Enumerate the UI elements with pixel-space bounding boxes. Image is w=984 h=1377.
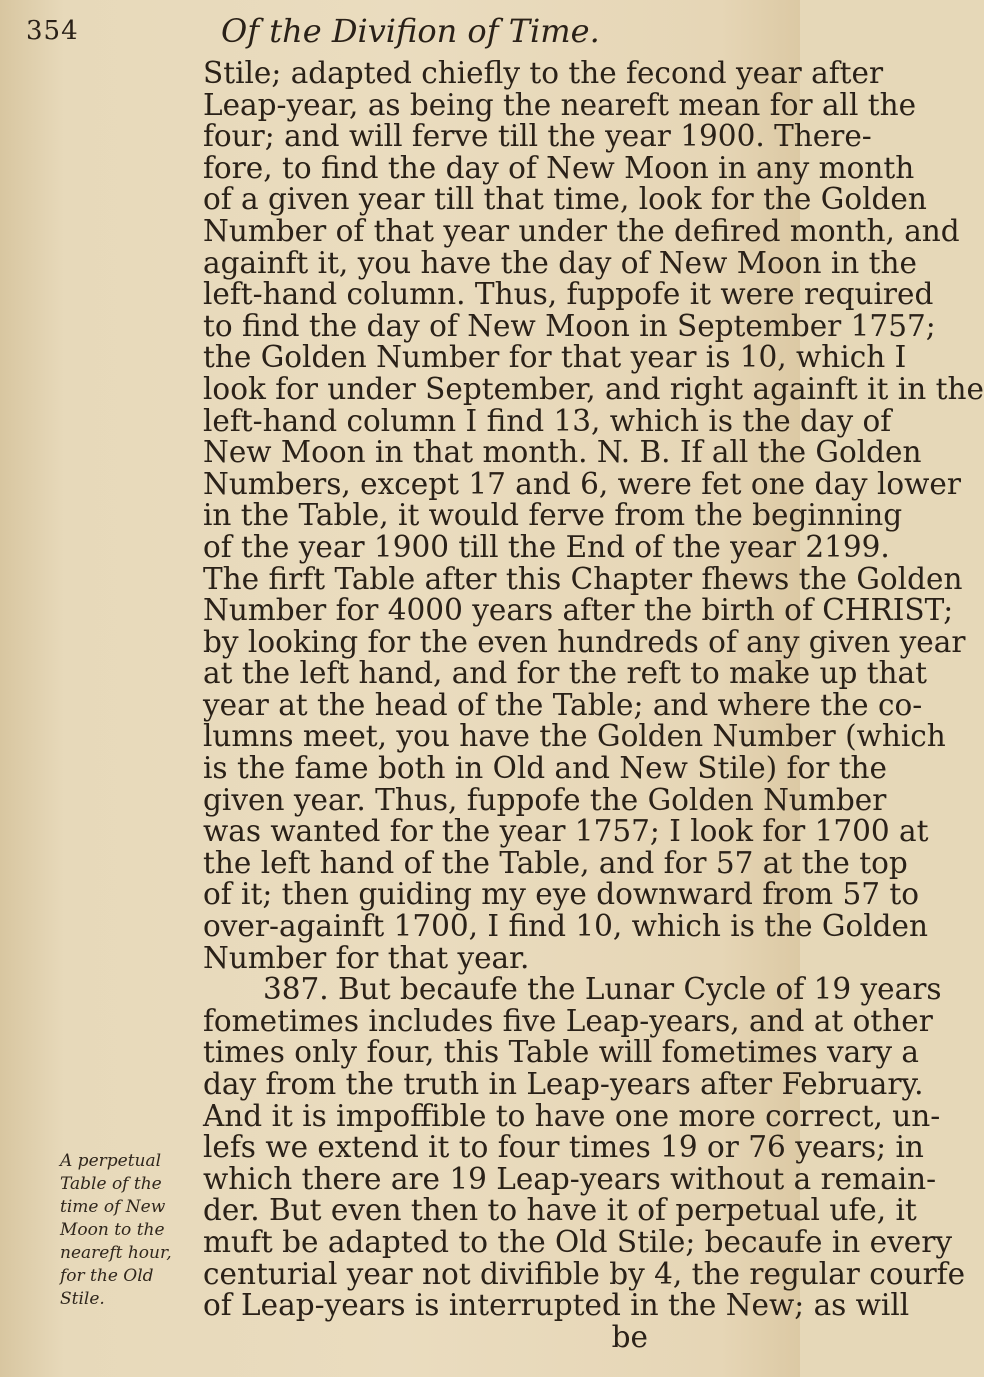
text-line: Leap-year, as being the neareft mean for all the (203, 87, 917, 122)
text-line: look for under September, and right againft it in the (203, 371, 984, 406)
text-line: times only four, this Table will fometimes vary a (203, 1035, 919, 1070)
text-line: Stile; adapted chiefly to the fecond year after (203, 56, 884, 90)
text-line: lumns meet, you have the Golden Number (which (203, 719, 946, 754)
page-header (26, 12, 766, 52)
text-line: of it; then guiding my eye downward from 57 to (203, 877, 919, 912)
text-line: in the Table, it would ferve from the beginning (203, 498, 903, 533)
text-line: left-hand column I find 13, which is the day of (203, 403, 892, 438)
running-head: Of the Divifion of Time. (221, 12, 600, 50)
margin-note-line: time of New (60, 1197, 166, 1217)
text-line: left-hand column. Thus, fuppofe it were required (203, 277, 934, 312)
text-line: lefs we extend it to four times 19 or 76 years; in (203, 1130, 924, 1165)
text-line: is the fame both in Old and New Stile) for the (203, 751, 888, 786)
margin-note-line: Moon to the (60, 1220, 165, 1240)
text-line: to find the day of New Moon in September 1757; (203, 308, 936, 343)
text-line: the left hand of the Table, and for 57 at the top (203, 845, 908, 880)
text-line: of a given year till that time, look for the Golden (203, 182, 927, 217)
text-line: given year. Thus, fuppofe the Golden Number (203, 782, 887, 817)
text-line: at the left hand, and for the reft to make up that (203, 656, 928, 691)
text-line: New Moon in that month. N. B. If all the Golden (203, 435, 922, 470)
text-line: againft it, you have the day of New Moon in the (203, 245, 917, 280)
text-line: Number for that year. (203, 940, 530, 975)
text-line: four; and will ferve till the year 1900. There- (203, 119, 872, 154)
text-line: The firft Table after this Chapter fhews the Golden (203, 561, 963, 596)
margin-note-line: Table of the (60, 1174, 162, 1194)
text-line: year at the head of the Table; and where the co- (203, 687, 923, 722)
text-line: fometimes includes five Leap-years, and at other (203, 1003, 933, 1038)
text-line: der. But even then to have it of perpetual ufe, it (203, 1193, 917, 1228)
text-line: which there are 19 Leap-years without a remain- (203, 1161, 937, 1196)
text-line: the Golden Number for that year is 10, which I (203, 340, 907, 375)
text-line: was wanted for the year 1757; I look for 1700 at (203, 814, 929, 849)
margin-note-line: for the Old (60, 1266, 154, 1286)
page-number: 354 (26, 16, 79, 46)
text-line: by looking for the even hundreds of any given year (203, 624, 966, 659)
text-line: muft be adapted to the Old Stile; becaufe in every (203, 1224, 952, 1259)
text-line: 387. But becaufe the Lunar Cycle of 19 years (263, 972, 942, 1007)
text-line: of the year 1900 till the End of the year 2199. (203, 529, 890, 564)
text-line: Numbers, except 17 and 6, were fet one day lower (203, 466, 961, 501)
text-line: of Leap-years is interrupted in the New; as will (203, 1288, 910, 1323)
text-line: Number of that year under the defired month, and (203, 213, 960, 248)
text-line: centurial year not divifible by 4, the regular courfe (203, 1256, 966, 1291)
body-text (203, 56, 984, 1354)
text-line: day from the truth in Leap-years after February. (203, 1067, 924, 1101)
text-line: over-againft 1700, I find 10, which is the Golden (203, 909, 929, 944)
text-line: fore, to find the day of New Moon in any month (203, 150, 915, 185)
margin-note-line: Stile. (60, 1289, 105, 1309)
margin-note (60, 1150, 200, 1311)
text-line: Number for 4000 years after the birth of CHRIST; (203, 593, 954, 628)
text-line: And it is impoffible to have one more correct, un- (203, 1098, 941, 1133)
catchword: be (611, 1319, 648, 1354)
margin-note-line: A perpetual (60, 1151, 162, 1171)
margin-note-line: neareft hour, (60, 1243, 172, 1263)
